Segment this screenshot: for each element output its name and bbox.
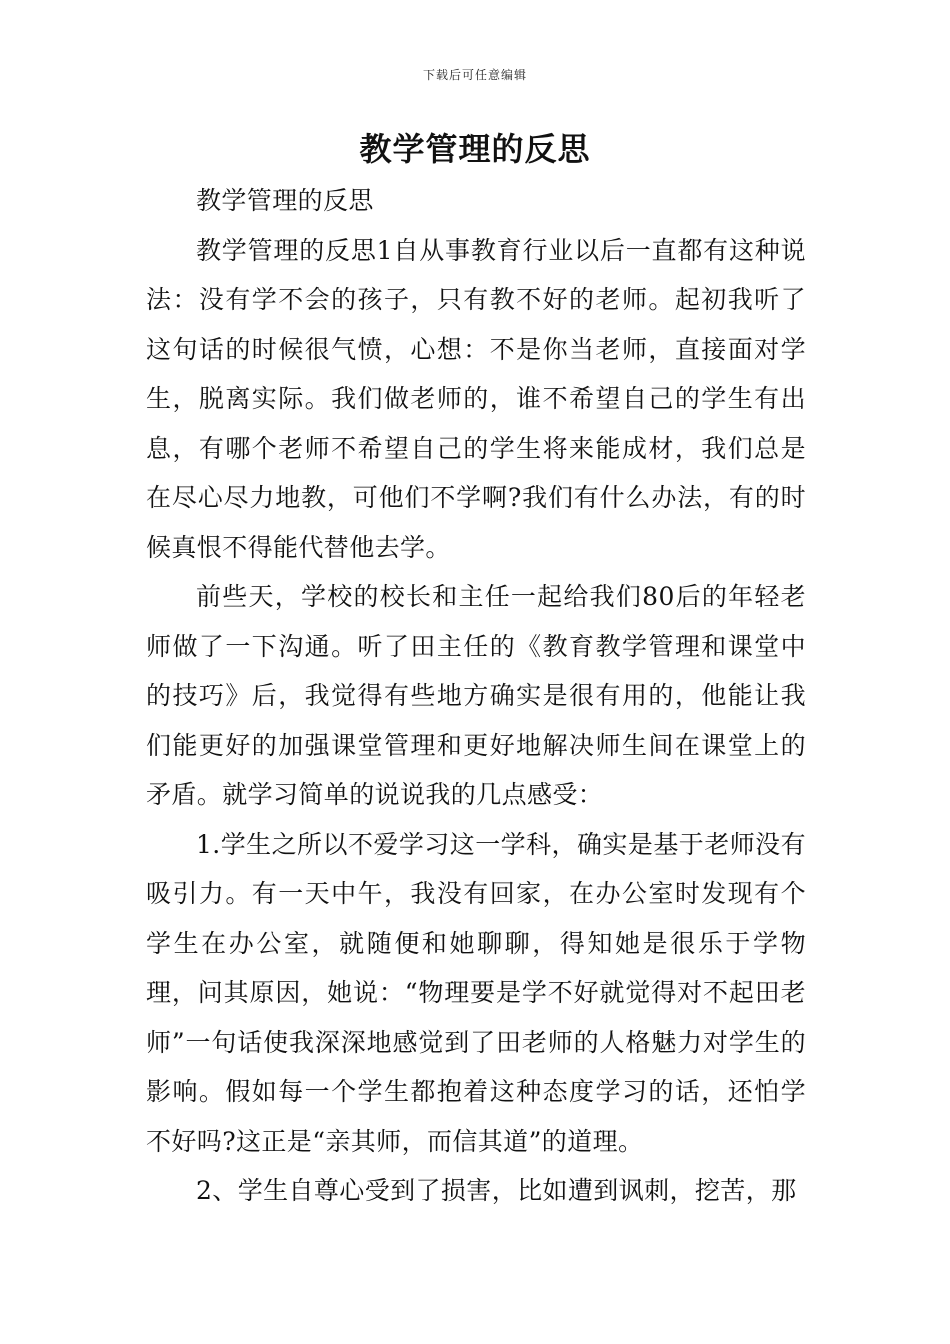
- paragraph: 前些天，学校的校长和主任一起给我们80后的年轻老师做了一下沟通。听了田主任的《教育教学管理和课堂中的技巧》后，我觉得有些地方确实是很有用的，他能让我们能更好的加强课堂管理和更好地解决师生间在课堂上的矛盾。就学习简单的说说我的几点感受：: [146, 582, 806, 809]
- header-note: 下载后可任意编辑: [422, 68, 527, 82]
- paragraph-subtitle: 教学管理的反思: [196, 186, 374, 215]
- document-title: 教学管理的反思: [359, 130, 591, 168]
- paragraph: 1.学生之所以不爱学习这一学科，确实是基于老师没有吸引力。有一天中午，我没有回家，在办公室时发现有个学生在办公室，就随便和她聊聊，得知她是很乐于学物理，问其原因，她说：“物理要是学不好就觉得对不起田老师”一句话使我深深地感觉到了田老师的人格魅力对学生的影响。假如每一个学生都抱着这种态度学习的话，还怕学不好吗?这正是“亲其师，而信其道”的道理。: [146, 829, 806, 1156]
- paragraph: 2、学生自尊心受到了损害，比如遭到讽刺，挖苦，那: [196, 1176, 797, 1205]
- document-body: [146, 176, 806, 1216]
- paragraph: 教学管理的反思1自从事教育行业以后一直都有这种说法：没有学不会的孩子，只有教不好的老师。起初我听了这句话的时候很气愤，心想：不是你当老师，直接面对学生，脱离实际。我们做老师的，谁不希望自己的学生有出息，有哪个老师不希望自己的学生将来能成材，我们总是在尽心尽力地教，可他们不学啊?我们有什么办法，有的时候真恨不得能代替他去学。: [146, 235, 806, 562]
